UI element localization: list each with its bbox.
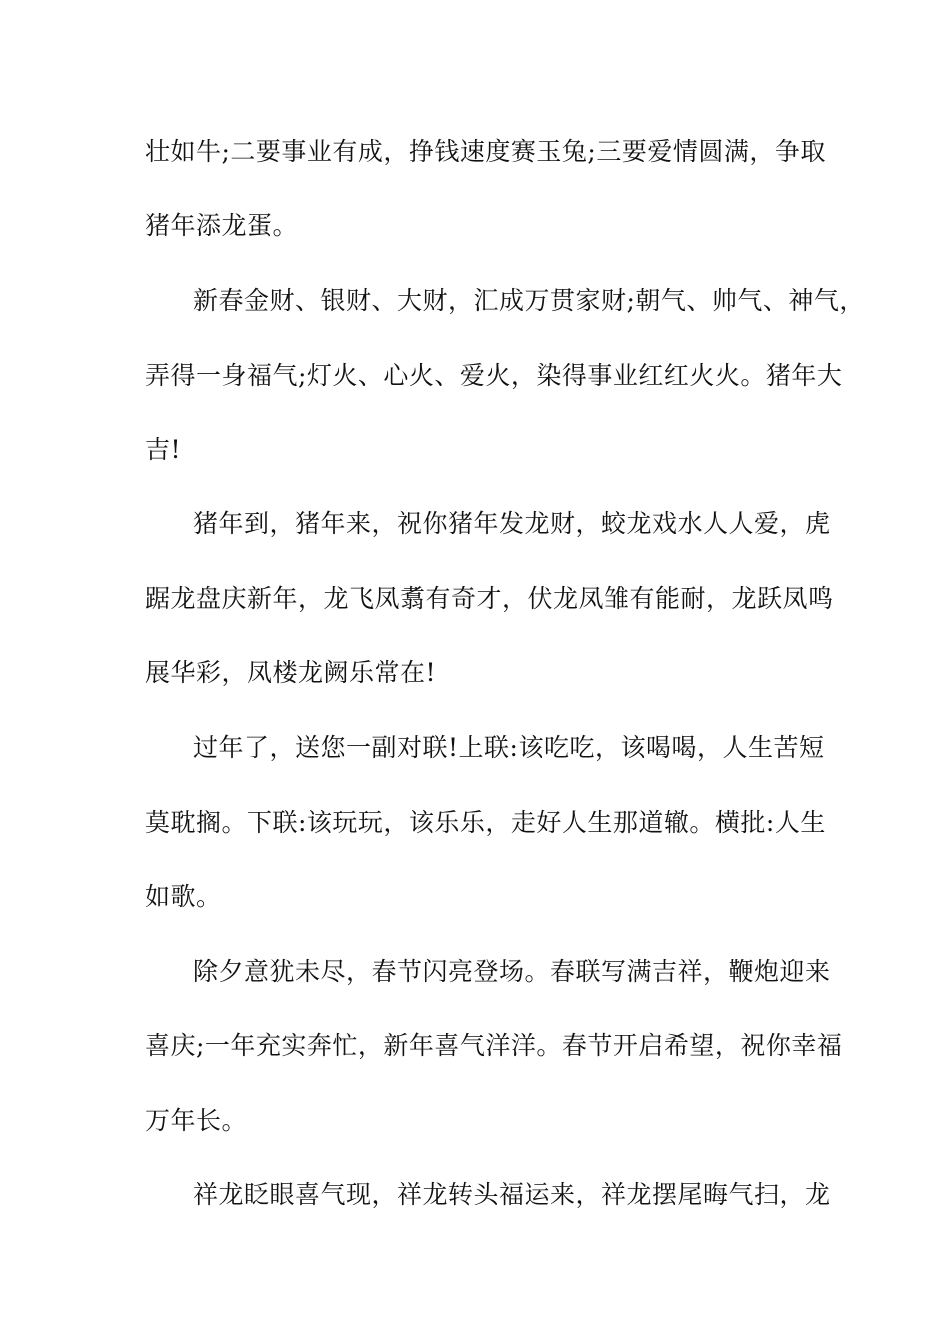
text-line: 吉! [145, 435, 182, 464]
paragraph-first-line: 祥龙眨眼喜气现，祥龙转头福运来，祥龙摆尾晦气扫，龙 [193, 1180, 831, 1209]
text-line: 踞龙盘庆新年，龙飞凤翥有奇才，伏龙凤雏有能耐，龙跃凤鸣 [145, 584, 834, 613]
text-line: 如歌。 [145, 882, 222, 911]
text-line: 壮如牛;二要事业有成，挣钱速度赛玉兔;三要爱情圆满，争取 [145, 137, 826, 166]
text-line: 万年长。 [145, 1106, 248, 1135]
paragraph-first-line: 过年了，送您一副对联!上联:该吃吃，该喝喝，人生苦短 [193, 733, 825, 762]
text-line: 展华彩，凤楼龙阙乐常在! [145, 658, 437, 687]
paragraph-first-line: 猪年到，猪年来，祝你猪年发龙财，蛟龙戏水人人爱，虎 [193, 509, 831, 538]
text-line: 猪年添龙蛋。 [145, 211, 299, 240]
paragraph-first-line: 除夕意犹未尽，春节闪亮登场。春联写满吉祥，鞭炮迎来 [193, 957, 831, 986]
paragraph-first-line: 新春金财、银财、大财，汇成万贯家财;朝气、帅气、神气， [193, 286, 865, 315]
text-line: 莫耽搁。下联:该玩玩，该乐乐，走好人生那道辙。横批:人生 [145, 808, 826, 837]
text-line: 喜庆;一年充实奔忙，新年喜气洋洋。春节开启希望，祝你幸福 [145, 1031, 843, 1060]
text-line: 弄得一身福气;灯火、心火、爱火，染得事业红红火火。猪年大 [145, 361, 843, 390]
